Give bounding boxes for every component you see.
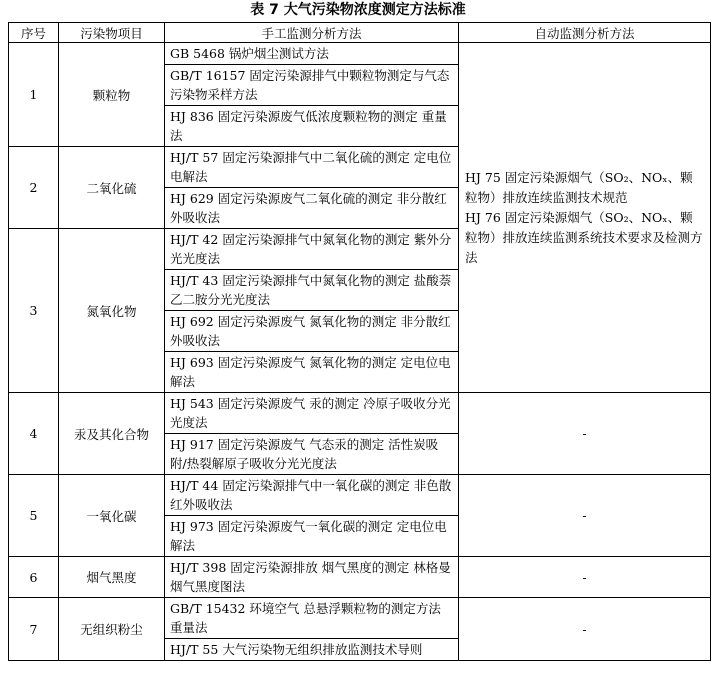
row-pollutant: 一氧化碳 [59,475,165,557]
auto-method-shared [459,43,711,393]
auto-method-cell: - [459,557,711,598]
header-pollutant: 污染物项目 [59,23,165,43]
row-pollutant: 颗粒物 [59,43,165,147]
row-pollutant: 氮氧化物 [59,229,165,393]
method-cell: HJ 917 固定污染源废气 气态汞的测定 活性炭吸附/热裂解原子吸收分光光度法 [165,434,459,475]
method-cell: HJ 629 固定污染源废气二氧化硫的测定 非分散红外吸收法 [165,188,459,229]
row-no: 3 [9,229,59,393]
row-no: 4 [9,393,59,475]
method-cell: GB 5468 锅炉烟尘测试方法 [165,43,459,65]
header-row [9,23,711,43]
table-title: 表 7 大气污染物浓度测定方法标准 [250,2,466,18]
method-cell: HJ 693 固定污染源废气 氮氧化物的测定 定电位电解法 [165,352,459,393]
row-no: 2 [9,147,59,229]
method-cell: HJ/T 44 固定污染源排气中一氧化碳的测定 非色散红外吸收法 [165,475,459,516]
method-cell: GB/T 16157 固定污染源排气中颗粒物测定与气态污染物采样方法 [165,65,459,106]
table-row [9,475,711,516]
table-row [9,598,711,639]
row-no: 6 [9,557,59,598]
method-cell: HJ 973 固定污染源废气一氧化碳的测定 定电位电解法 [165,516,459,557]
table-row [9,393,711,434]
table-row [9,557,711,598]
row-pollutant: 二氧化硫 [59,147,165,229]
method-cell: HJ/T 55 大气污染物无组织排放监测技术导则 [165,639,459,661]
header-no: 序号 [9,23,59,43]
auto-method-cell: - [459,393,711,475]
method-cell: GB/T 15432 环境空气 总悬浮颗粒物的测定方法 重量法 [165,598,459,639]
method-cell: HJ 543 固定污染源废气 汞的测定 冷原子吸收分光光度法 [165,393,459,434]
method-cell: HJ/T 398 固定污染源排放 烟气黑度的测定 林格曼烟气黑度图法 [165,557,459,598]
method-cell: HJ/T 43 固定污染源排气中氮氧化物的测定 盐酸萘乙二胺分光光度法 [165,270,459,311]
row-pollutant: 无组织粉尘 [59,598,165,661]
row-pollutant: 汞及其化合物 [59,393,165,475]
header-auto: 自动监测分析方法 [459,23,711,43]
auto-method-cell: - [459,598,711,661]
method-cell: HJ/T 57 固定污染源排气中二氧化硫的测定 定电位电解法 [165,147,459,188]
standards-table [8,22,711,661]
row-pollutant: 烟气黑度 [59,557,165,598]
method-cell: HJ 836 固定污染源废气低浓度颗粒物的测定 重量法 [165,106,459,147]
auto-method-hj75: HJ 75 固定污染源烟气（SO₂、NOₓ、颗粒物）排放连续监测技术规范 [465,169,693,205]
method-cell: HJ 692 固定污染源废气 氮氧化物的测定 非分散红外吸收法 [165,311,459,352]
row-no: 7 [9,598,59,661]
auto-method-cell: - [459,475,711,557]
row-no: 1 [9,43,59,147]
table-row [9,43,711,65]
header-manual: 手工监测分析方法 [165,23,459,43]
method-cell: HJ/T 42 固定污染源排气中氮氧化物的测定 紫外分光光度法 [165,229,459,270]
row-no: 5 [9,475,59,557]
auto-method-hj76: HJ 76 固定污染源烟气（SO₂、NOₓ、颗粒物）排放连续监测系统技术要求及检测方法 [465,209,703,265]
